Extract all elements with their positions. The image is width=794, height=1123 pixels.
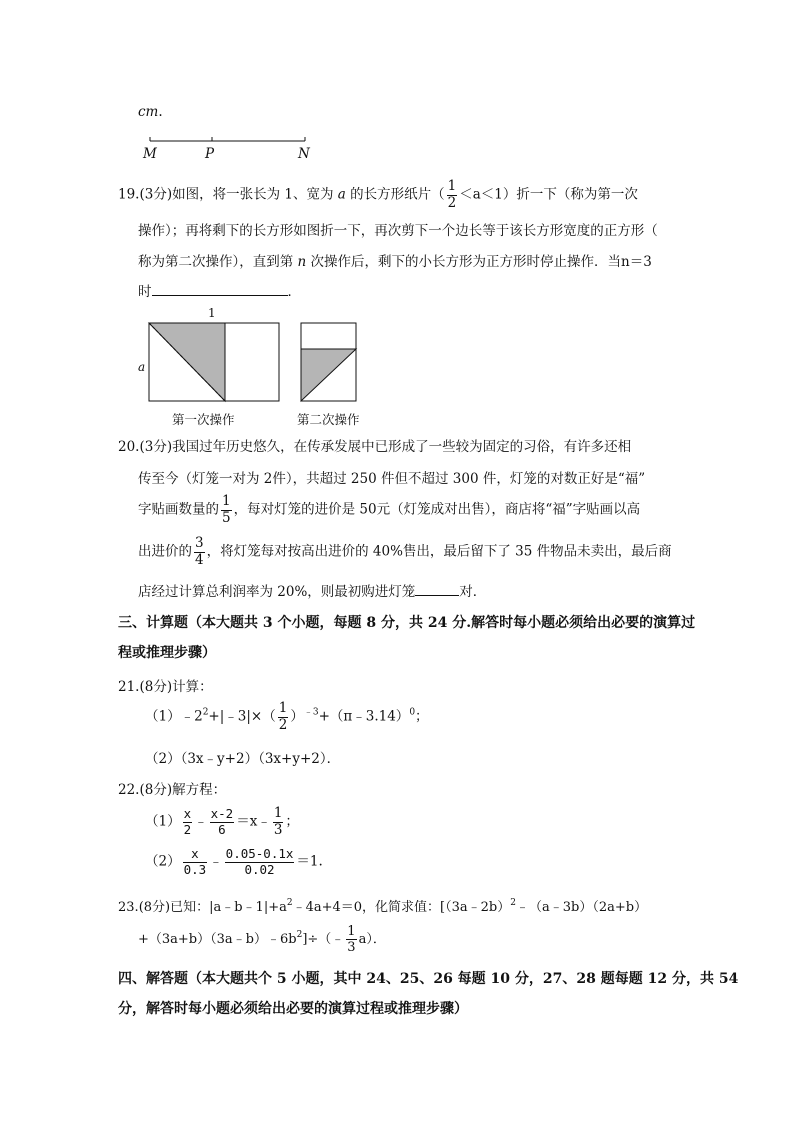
q20-line2: 传至今（灯笼一对为 2件），共超过 250 件但不超过 300 件，灯笼的对数正好是“福” <box>138 471 646 487</box>
fig-top-label: 1 <box>208 306 216 320</box>
q22-title: 22.(8分)解方程： <box>118 782 227 798</box>
q20-line3: 字贴画数量的 $\frac{1}{5}$ ，每对灯笼的进价是 50元（灯笼成对出售），商店将“福”字贴画以高 <box>138 493 641 526</box>
q19-answer-blank[interactable] <box>152 283 288 296</box>
section3-heading: 三、计算题（本大题共 3 个小题，每题 8 分，共 24 分.解答时每小题必须给出必要的演算过 <box>118 615 696 631</box>
q20-line4: 出进价的 $\frac{3}{4}$ ，将灯笼每对按高出进价的 40%售出，最后留下了 35 件物品未卖出，最后商 <box>138 535 672 568</box>
point-n-label: N <box>298 146 310 162</box>
q19-line2: 操作）；再将剩下的长方形如图折一下，再次剪下一个边长等于该长方形宽度的正方形（ <box>138 223 658 239</box>
q19-line1: 19.(3分)如图，将一张长为 1、宽为 a 的长方形纸片（ $\frac{1}{2}$ ＜a＜1）折一下（称为第一次 <box>118 178 638 211</box>
segment-mpn-figure <box>138 134 318 166</box>
q21-part1: $(1)﹣2^2+|﹣3|\times$（ $\frac{1}{2}$ ）$^{﹣3}$+（π﹣3.14）$^0$； <box>145 700 429 733</box>
q22-part1: （1） $\frac{x}{2}$ ﹣ $\frac{x-2}{6}$ ＝x﹣ $\frac{1}{3}$ ； <box>145 805 299 838</box>
fig-side-label: a <box>138 360 146 374</box>
q20-line5: 店经过计算总利润率为 20%，则最初购进灯笼 对． <box>138 584 487 600</box>
q23-line1: 23.(8分)已知：$|a﹣b﹣1|+a^2﹣4a+4=0$，化简求值：[（3a﹣2b）$^2$﹣（a﹣3b）（2a+b） <box>118 898 648 915</box>
q19-line3: 称为第二次操作），直到第 n 次操作后，剩下的小长方形为正方形时停止操作．当n＝3 <box>138 254 652 270</box>
point-m-label: M <box>143 146 157 162</box>
section3-heading-cont: 程或推理步骤） <box>118 645 216 661</box>
q21-title: 21.(8分)计算： <box>118 679 213 695</box>
point-p-label: P <box>205 146 215 162</box>
caption-second-operation: 第二次操作 <box>297 412 360 427</box>
q20-answer-blank[interactable] <box>415 583 459 596</box>
q23-line2: $+(3a+b)(3a﹣b)﹣6b^2]\div(﹣$ $\frac{1}{3}$ a）． <box>138 924 386 955</box>
q18-unit: cm. <box>138 104 163 120</box>
caption-first-operation: 第一次操作 <box>172 412 235 427</box>
q22-part2: （2） $\frac{x}{0.3}$ ﹣ $\frac{0.05-0.1x}{0.02}$ ＝1. <box>145 846 323 877</box>
q19-line4: 时 ． <box>138 284 301 300</box>
section4-heading-cont: 分，解答时每小题必须给出必要的演算过程或推理步骤） <box>118 1001 468 1017</box>
q21-part2: （2）（3x﹣y+2）（3x+y+2）． <box>145 751 341 767</box>
q19-folding-figure <box>140 305 380 405</box>
q20-line1: 20.(3分)我国过年历史悠久，在传承发展中已形成了一些较为固定的习俗，有许多还相 <box>118 439 632 455</box>
q19-fraction: $\frac{1}{2}$ <box>447 178 457 211</box>
section4-heading: 四、解答题（本大题共个 5 小题，其中 24、25、26 每题 10 分，27、28 题每题 12 分，共 54 <box>118 971 739 987</box>
